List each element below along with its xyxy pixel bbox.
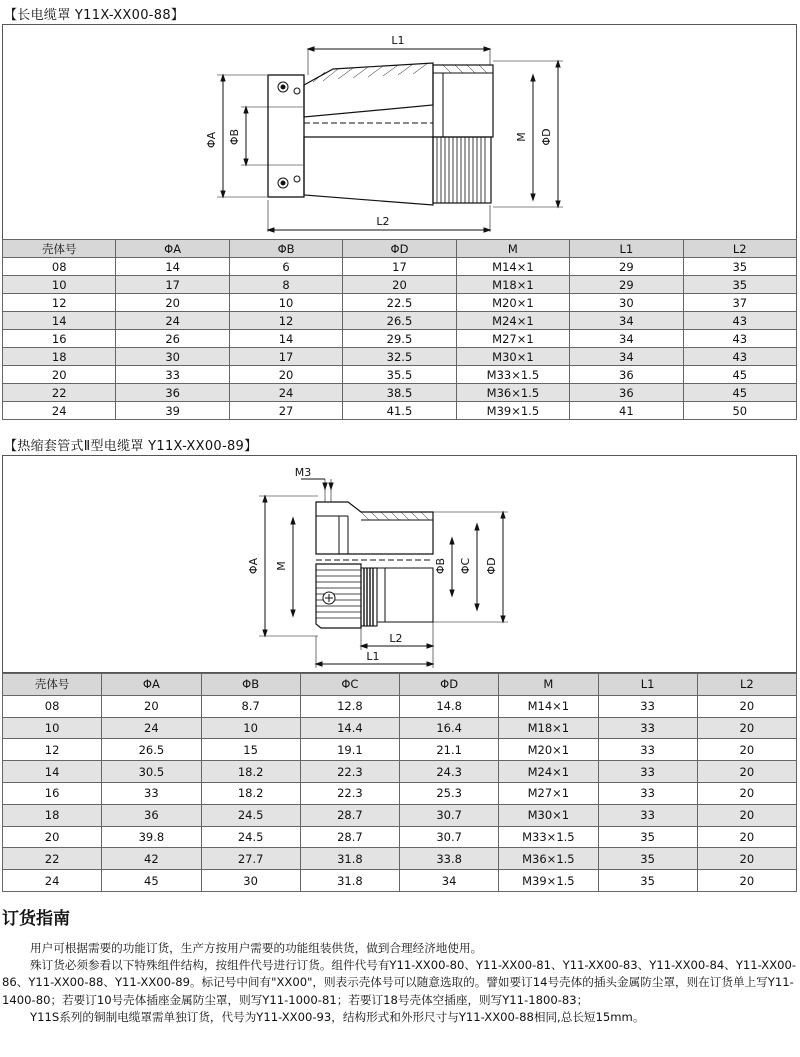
table-cell: 33 (598, 717, 697, 739)
table-cell: 16 (3, 330, 116, 348)
table-cell: 24 (3, 870, 102, 892)
dim-phi-b: ΦB (434, 557, 447, 575)
table-cell: 24.5 (201, 804, 300, 826)
table-cell: 18 (3, 804, 102, 826)
table-cell: 26.5 (102, 739, 201, 761)
table-cell: 33 (598, 782, 697, 804)
table-cell: 34 (400, 870, 499, 892)
table-cell: 24.5 (201, 826, 300, 848)
section2-drawing (2, 455, 797, 673)
table-cell: 26.5 (343, 312, 456, 330)
section1-spec-table (2, 239, 797, 420)
table-row (3, 312, 797, 330)
header-cell: L1 (570, 240, 683, 258)
table-cell: M33×1.5 (456, 366, 569, 384)
table-cell: 8.7 (201, 695, 300, 717)
table-cell: 35 (683, 258, 796, 276)
table-row (3, 348, 797, 366)
dim-phi-d: ΦD (540, 128, 553, 146)
table-cell: 33 (598, 695, 697, 717)
dim-l1: L1 (366, 650, 380, 663)
table-cell: 12 (3, 739, 102, 761)
table-row (3, 330, 797, 348)
header-cell: ΦA (102, 674, 201, 696)
table-row (3, 739, 797, 761)
section1-drawing (2, 24, 797, 240)
table-cell: 10 (3, 717, 102, 739)
table-cell: 20 (3, 826, 102, 848)
dim-m3: M3 (294, 466, 312, 479)
header-cell: L2 (683, 240, 796, 258)
table-cell: 36 (570, 366, 683, 384)
header-cell: 壳体号 (3, 674, 102, 696)
table-cell: 30 (570, 294, 683, 312)
table-cell: 34 (570, 348, 683, 366)
heat-shrink-cable-cover-drawing (3, 456, 798, 674)
table-cell: 45 (102, 870, 201, 892)
section1-title: 【长电缆罩 Y11X-XX00-88】 (4, 8, 185, 23)
header-cell: 壳体号 (3, 240, 116, 258)
dim-phi-a: ΦA (205, 131, 218, 149)
table-cell: 35.5 (343, 366, 456, 384)
table-cell: 20 (697, 739, 796, 761)
ordering-guide-text (2, 940, 797, 1026)
table-cell: 8 (229, 276, 342, 294)
table-row (3, 782, 797, 804)
table-row (3, 258, 797, 276)
table-cell: 20 (697, 804, 796, 826)
table-cell: 20 (697, 782, 796, 804)
table-cell: 35 (598, 870, 697, 892)
table-cell: 42 (102, 848, 201, 870)
header-cell: ΦC (300, 674, 399, 696)
table-row (3, 761, 797, 783)
table-cell: 28.7 (300, 826, 399, 848)
table-cell: 10 (229, 294, 342, 312)
header-cell: ΦD (400, 674, 499, 696)
table-row (3, 695, 797, 717)
table-cell: 43 (683, 312, 796, 330)
table-cell: 30 (116, 348, 229, 366)
table-cell: 14.8 (400, 695, 499, 717)
table-cell: 14 (116, 258, 229, 276)
table-cell: 39.8 (102, 826, 201, 848)
table-cell: 37 (683, 294, 796, 312)
table-cell: M36×1.5 (499, 848, 598, 870)
table-row (3, 848, 797, 870)
table-cell: 16 (3, 782, 102, 804)
table-header-row (3, 240, 797, 258)
table-cell: 08 (3, 258, 116, 276)
table-cell: 34 (570, 312, 683, 330)
dim-l1: L1 (391, 34, 405, 47)
table-cell: 27.7 (201, 848, 300, 870)
table-cell: 18 (3, 348, 116, 366)
table-cell: 33 (102, 782, 201, 804)
table-cell: M20×1 (499, 739, 598, 761)
table-cell: M24×1 (456, 312, 569, 330)
table-cell: 36 (570, 384, 683, 402)
guide-paragraph: 殊订货必须参看以下特殊组件结构，按组件代号进行订货。组件代号有Y11-XX00-80、Y11-XX00-81、Y11-XX00-83、Y11-XX00-84、Y11-XX00-86、Y11-XX00-88、Y11-XX00-89。标记号中间有"XX00"，则表示壳体号可以随意选取的。譬如要订14号壳体的插头金属防尘罩，则在订货单上写Y11-1400-80；若要订10号壳体插座金属防尘罩，则写Y11-1000-81；若要订18号壳体空插座，则写Y11-1800-83； (2, 958, 797, 1007)
dim-m: M (515, 132, 528, 142)
long-cable-cover-drawing (3, 25, 798, 241)
section2-spec-table (2, 673, 797, 892)
table-cell: 19.1 (300, 739, 399, 761)
table-cell: 16.4 (400, 717, 499, 739)
table-cell: 24 (116, 312, 229, 330)
dim-l2: L2 (376, 215, 390, 228)
table-cell: 20 (697, 695, 796, 717)
table-cell: 08 (3, 695, 102, 717)
table-cell: 20 (102, 695, 201, 717)
section2-title: 【热缩套管式Ⅱ型电缆罩 Y11X-XX00-89】 (4, 439, 258, 454)
table-cell: 43 (683, 348, 796, 366)
table-cell: 33.8 (400, 848, 499, 870)
table-cell: 30.7 (400, 804, 499, 826)
table-cell: M18×1 (456, 276, 569, 294)
table-cell: M18×1 (499, 717, 598, 739)
table-cell: 12 (3, 294, 116, 312)
table-cell: 12 (229, 312, 342, 330)
table-cell: 29.5 (343, 330, 456, 348)
table-cell: 17 (343, 258, 456, 276)
table-cell: 10 (201, 717, 300, 739)
dim-phi-c: ΦC (459, 557, 472, 575)
table-cell: 27 (229, 402, 342, 420)
table-cell: 33 (598, 804, 697, 826)
table-cell: 30 (201, 870, 300, 892)
table-row (3, 804, 797, 826)
table-cell: 18.2 (201, 782, 300, 804)
table-cell: 14 (3, 312, 116, 330)
table-cell: 18.2 (201, 761, 300, 783)
table-cell: M27×1 (456, 330, 569, 348)
table-cell: 20 (697, 870, 796, 892)
table-cell: 14.4 (300, 717, 399, 739)
table-cell: 24 (102, 717, 201, 739)
table-cell: 20 (697, 761, 796, 783)
table-cell: 22 (3, 848, 102, 870)
table-cell: 36 (116, 384, 229, 402)
header-cell: ΦB (201, 674, 300, 696)
table-cell: 29 (570, 276, 683, 294)
table-cell: 6 (229, 258, 342, 276)
table-cell: M30×1 (456, 348, 569, 366)
table-cell: M36×1.5 (456, 384, 569, 402)
table-cell: M20×1 (456, 294, 569, 312)
header-cell: M (499, 674, 598, 696)
header-cell: L2 (697, 674, 796, 696)
table-cell: 24 (3, 402, 116, 420)
table-cell: 33 (116, 366, 229, 384)
table-cell: M39×1.5 (499, 870, 598, 892)
table-cell: 22 (3, 384, 116, 402)
table-row (3, 384, 797, 402)
table-cell: 22.3 (300, 761, 399, 783)
table-cell: 26 (116, 330, 229, 348)
ordering-guide-heading: 订货指南 (2, 909, 70, 929)
header-cell: ΦD (343, 240, 456, 258)
table-row (3, 717, 797, 739)
table-row (3, 294, 797, 312)
table-cell: 20 (3, 366, 116, 384)
table-cell: 14 (229, 330, 342, 348)
table-row (3, 366, 797, 384)
table-cell: 30.7 (400, 826, 499, 848)
table-cell: 25.3 (400, 782, 499, 804)
table-cell: M33×1.5 (499, 826, 598, 848)
table-cell: 10 (3, 276, 116, 294)
table-cell: 15 (201, 739, 300, 761)
table-cell: M14×1 (456, 258, 569, 276)
dim-l2: L2 (389, 632, 403, 645)
table-cell: 35 (598, 848, 697, 870)
table-cell: M24×1 (499, 761, 598, 783)
table-cell: 20 (116, 294, 229, 312)
table-cell: 17 (116, 276, 229, 294)
table-cell: 31.8 (300, 848, 399, 870)
table-cell: 33 (598, 761, 697, 783)
table-cell: 22.3 (300, 782, 399, 804)
guide-paragraph: Y11S系列的铜制电缆罩需单独订货，代号为Y11-XX00-93，结构形式和外形尺寸与Y11-XX00-88相同,总长短15mm。 (30, 1009, 645, 1024)
table-cell: 45 (683, 384, 796, 402)
table-cell: 41 (570, 402, 683, 420)
table-cell: 20 (697, 826, 796, 848)
table-cell: 20 (697, 848, 796, 870)
table-cell: 21.1 (400, 739, 499, 761)
table-cell: 39 (116, 402, 229, 420)
table-cell: 41.5 (343, 402, 456, 420)
table-cell: M14×1 (499, 695, 598, 717)
table-cell: 35 (598, 826, 697, 848)
table-cell: 28.7 (300, 804, 399, 826)
header-cell: M (456, 240, 569, 258)
table-cell: M27×1 (499, 782, 598, 804)
table-cell: 24 (229, 384, 342, 402)
dim-phi-b: ΦB (228, 128, 241, 146)
table-row (3, 276, 797, 294)
table-cell: 33 (598, 739, 697, 761)
header-cell: L1 (598, 674, 697, 696)
table-cell: 50 (683, 402, 796, 420)
table-cell: 20 (343, 276, 456, 294)
table-cell: 31.8 (300, 870, 399, 892)
header-cell: ΦA (116, 240, 229, 258)
table-cell: 30.5 (102, 761, 201, 783)
table-cell: 24.3 (400, 761, 499, 783)
table-cell: 17 (229, 348, 342, 366)
table-cell: 20 (229, 366, 342, 384)
table-row (3, 870, 797, 892)
table-cell: 34 (570, 330, 683, 348)
header-cell: ΦB (229, 240, 342, 258)
table-cell: 38.5 (343, 384, 456, 402)
table-cell: 14 (3, 761, 102, 783)
table-header-row (3, 674, 797, 696)
dim-m: M (275, 561, 288, 571)
table-cell: 12.8 (300, 695, 399, 717)
table-cell: 35 (683, 276, 796, 294)
table-row (3, 402, 797, 420)
guide-paragraph: 用户可根据需要的功能订货，生产方按用户需要的功能组装供货，做到合理经济地使用。 (30, 941, 483, 955)
table-cell: 45 (683, 366, 796, 384)
table-cell: 36 (102, 804, 201, 826)
table-cell: 22.5 (343, 294, 456, 312)
table-cell: 32.5 (343, 348, 456, 366)
table-cell: M39×1.5 (456, 402, 569, 420)
dim-phi-a: ΦA (247, 557, 260, 575)
table-row (3, 826, 797, 848)
table-cell: M30×1 (499, 804, 598, 826)
dim-phi-d: ΦD (485, 557, 498, 575)
table-cell: 20 (697, 717, 796, 739)
table-cell: 29 (570, 258, 683, 276)
table-cell: 43 (683, 330, 796, 348)
